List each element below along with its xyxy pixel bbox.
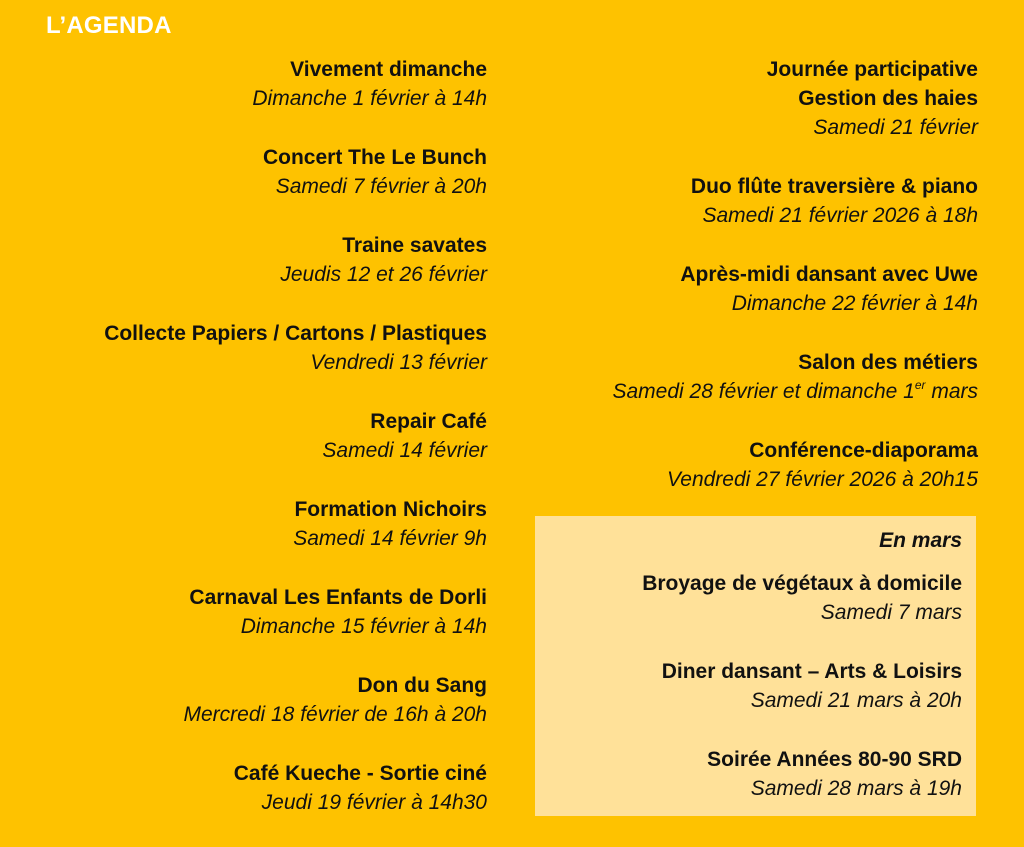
event-item — [17, 495, 487, 553]
event-date: Samedi 21 février 2026 à 18h — [702, 204, 978, 227]
event-date: Jeudi 19 février à 14h30 — [261, 791, 487, 814]
event-item — [542, 657, 962, 715]
march-events-panel — [535, 516, 976, 816]
event-date-end: mars — [925, 380, 978, 403]
event-title: Broyage de végétaux à domicile — [642, 572, 962, 595]
event-date-superscript: er — [914, 378, 926, 392]
event-date: Samedi 28 mars à 19h — [750, 777, 962, 800]
right-event-column — [508, 55, 978, 524]
event-date: Samedi 14 février 9h — [293, 527, 487, 550]
march-heading: En mars — [879, 529, 962, 552]
event-item — [542, 569, 962, 627]
event-title: Après-midi dansant avec Uwe — [680, 263, 978, 286]
event-date: Dimanche 22 février à 14h — [731, 292, 978, 315]
event-item — [17, 583, 487, 641]
event-title: Café Kueche - Sortie ciné — [233, 762, 487, 785]
event-date: Mercredi 18 février de 16h à 20h — [183, 703, 487, 726]
event-item — [508, 55, 978, 142]
event-date-main: Samedi 28 février et dimanche 1 — [612, 380, 915, 403]
event-title: Repair Café — [370, 410, 487, 433]
event-title: Vivement dimanche — [290, 58, 487, 81]
event-title: Concert The Le Bunch — [262, 146, 487, 169]
event-item — [17, 407, 487, 465]
event-date: Dimanche 1 février à 14h — [252, 87, 487, 110]
event-title: Salon des métiers — [798, 351, 978, 374]
event-title: Formation Nichoirs — [294, 498, 487, 521]
event-title: Conférence-diaporama — [749, 439, 978, 462]
event-item — [17, 55, 487, 113]
event-item — [508, 436, 978, 494]
event-title: Duo flûte traversière & piano — [690, 175, 978, 198]
event-title: Don du Sang — [357, 674, 487, 697]
event-date: Vendredi 13 février — [310, 351, 487, 374]
event-item — [17, 231, 487, 289]
event-title: Soirée Années 80-90 SRD — [707, 748, 962, 771]
event-date — [508, 377, 978, 406]
event-date: Vendredi 27 février 2026 à 20h15 — [667, 468, 978, 491]
event-item — [508, 172, 978, 230]
left-event-column — [17, 55, 487, 847]
event-date: Jeudis 12 et 26 février — [280, 263, 487, 286]
event-title-line2: Gestion des haies — [798, 87, 978, 110]
event-item — [542, 745, 962, 803]
event-title: Collecte Papiers / Cartons / Plastiques — [104, 322, 487, 345]
event-item — [17, 759, 487, 817]
event-date: Dimanche 15 février à 14h — [240, 615, 487, 638]
event-item — [17, 319, 487, 377]
event-item — [17, 671, 487, 729]
event-item — [17, 143, 487, 201]
event-title-line1: Journée participative — [766, 58, 978, 81]
event-item — [508, 260, 978, 318]
agenda-title: L’AGENDA — [46, 12, 172, 39]
event-date: Samedi 7 mars — [820, 601, 962, 624]
event-date: Samedi 14 février — [322, 439, 487, 462]
event-date: Samedi 21 février — [813, 116, 978, 139]
event-item — [508, 348, 978, 406]
event-title: Traine savates — [342, 234, 487, 257]
march-events-list — [542, 526, 962, 833]
event-title: Carnaval Les Enfants de Dorli — [189, 586, 487, 609]
event-date: Samedi 7 février à 20h — [275, 175, 487, 198]
event-date: Samedi 21 mars à 20h — [750, 689, 962, 712]
event-title: Diner dansant – Arts & Loisirs — [661, 660, 962, 683]
